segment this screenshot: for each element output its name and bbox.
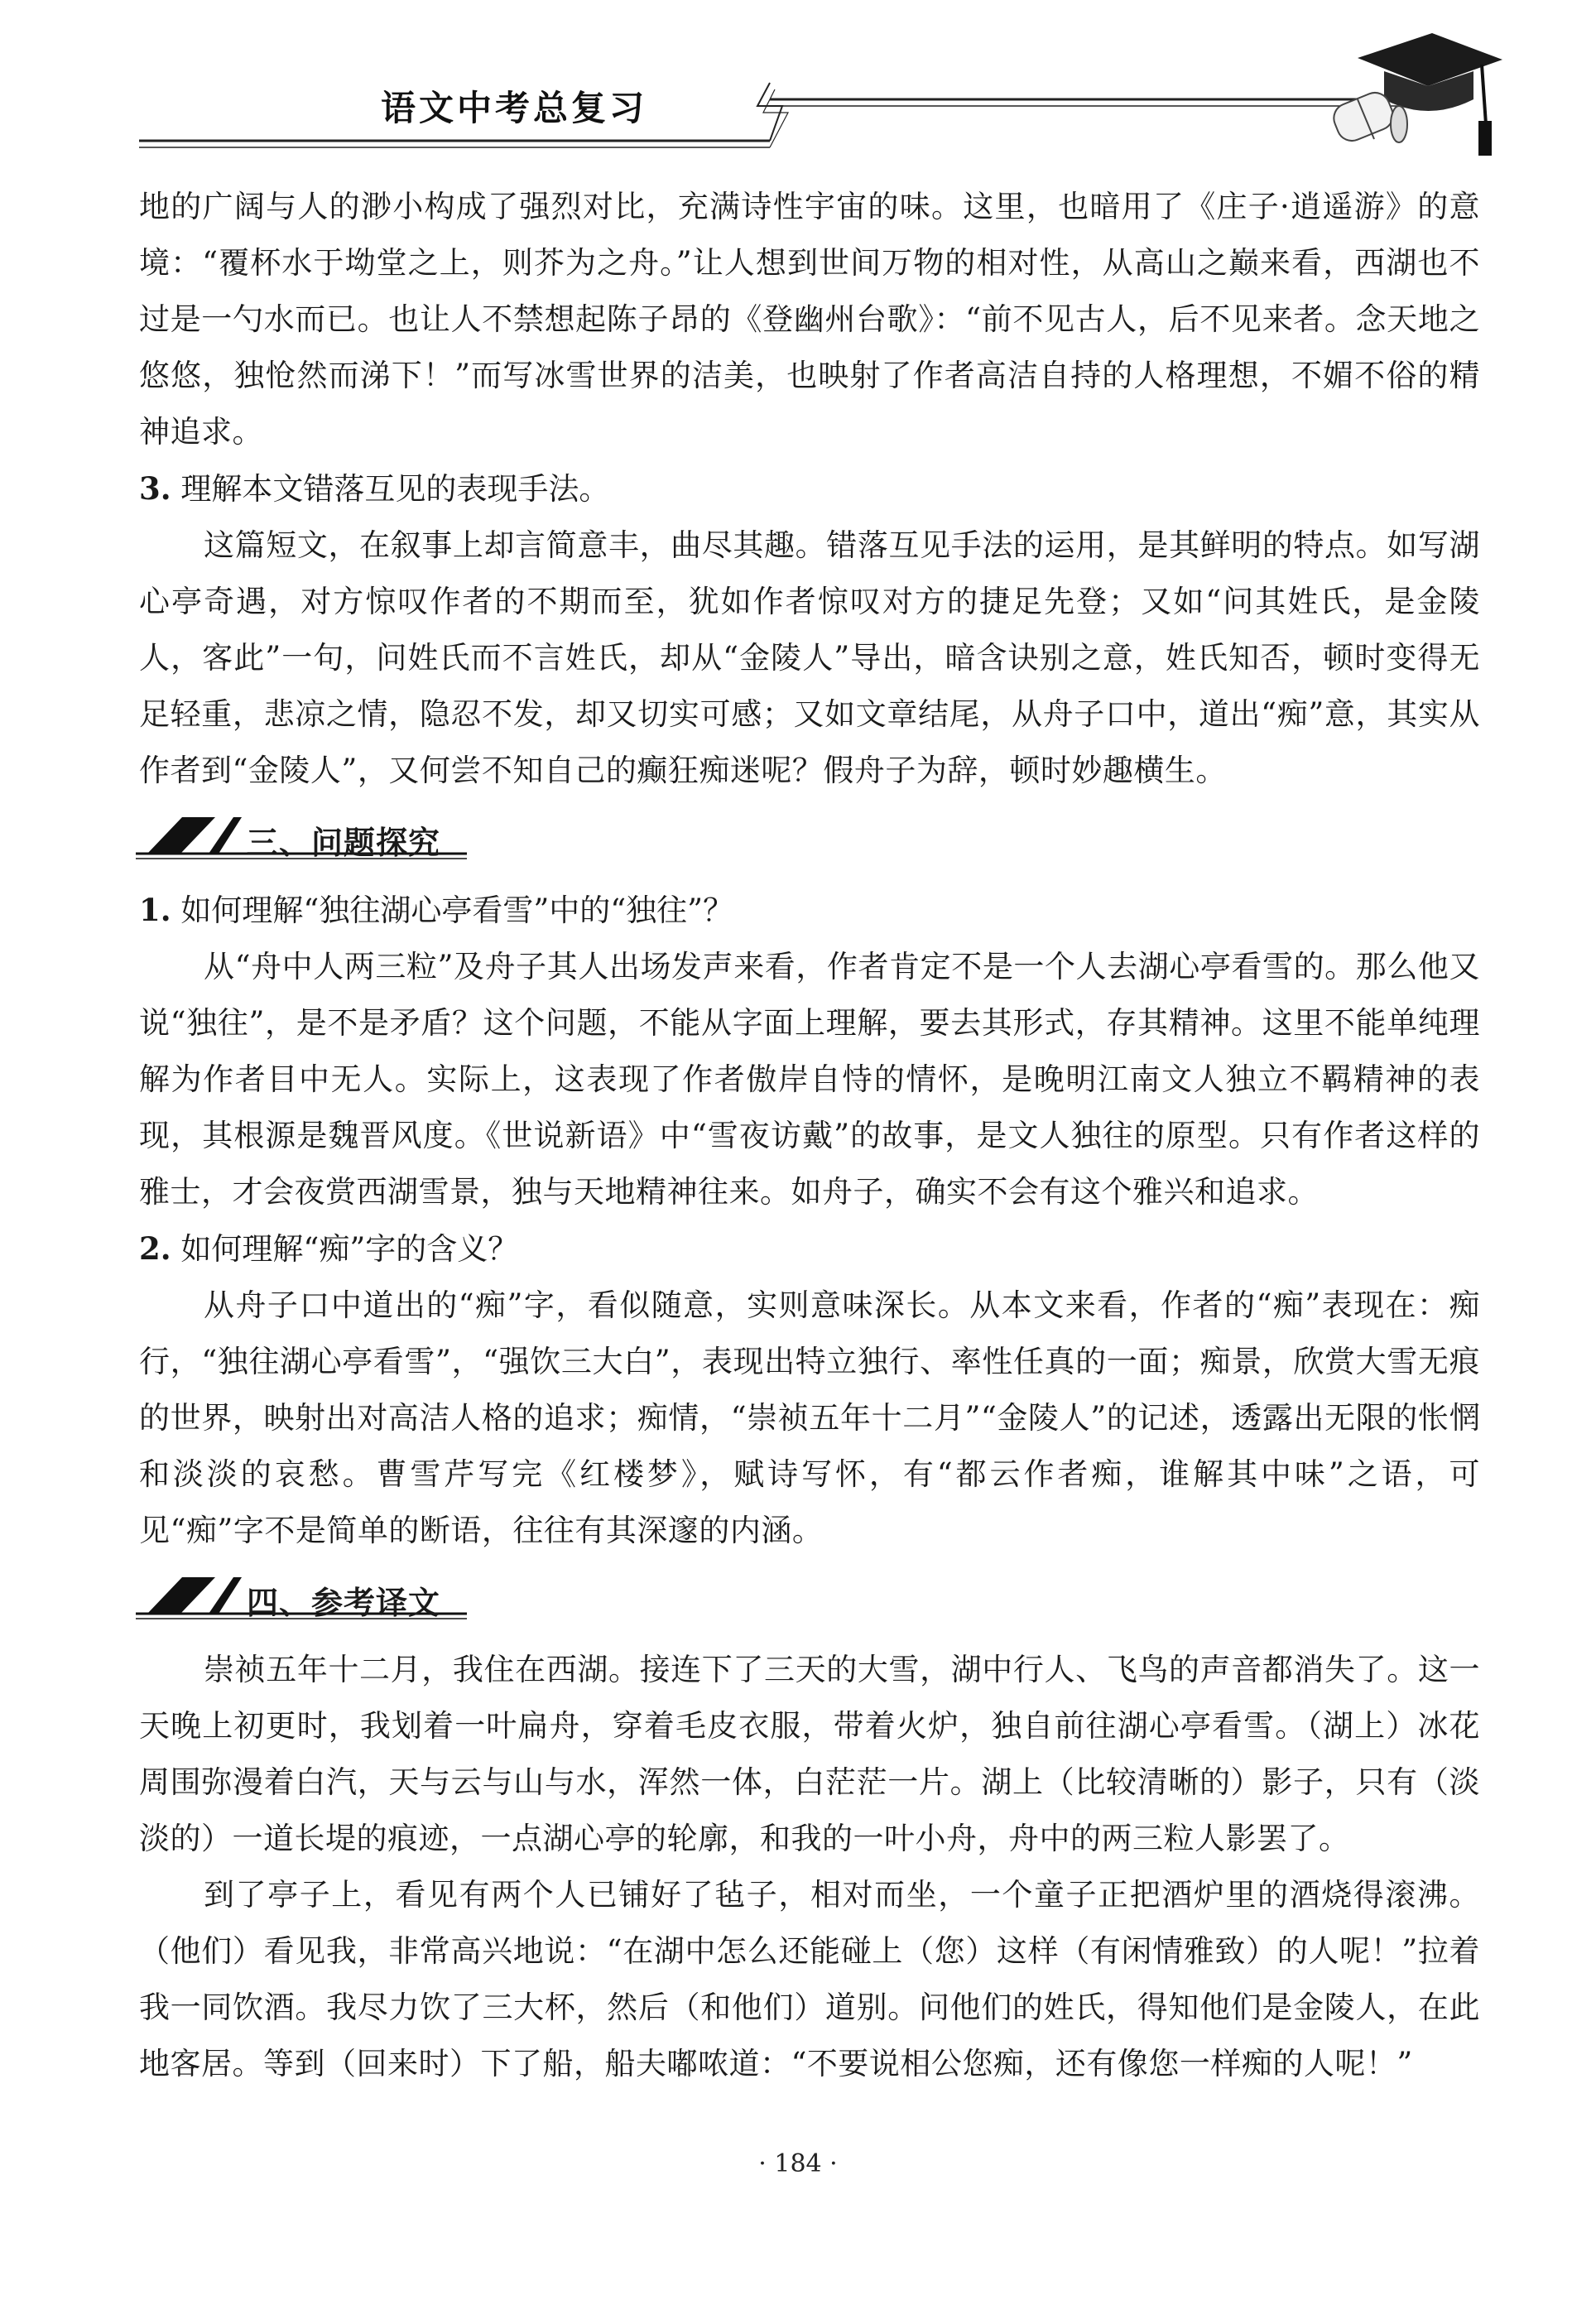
header-title: 语文中考总复习 bbox=[381, 88, 648, 128]
section-title: 三、问题探究 bbox=[247, 824, 441, 861]
paragraph: 崇祯五年十二月，我住在西湖。接连下了三天的大雪，湖中行人、飞鸟的声音都消失了。这一天晚上初更时，我划着一叶扁舟，穿着毛皮衣服，带着火炉，独自前往湖心亭看雪。（湖上）冰花周围弥漫着白汽，天与云与山与水，浑然一体，白茫茫一片。湖上（比较清晰的）影子，只有（淡淡的）一道长堤的痕迹，一点湖心亭的轮廓，和我的一叶小舟，舟中的两三粒人影罢了。 bbox=[139, 1652, 1480, 1856]
question-heading bbox=[139, 1220, 1480, 1278]
item-title: 理解本文错落互见的表现手法。 bbox=[180, 471, 610, 507]
question-title: 如何理解“独往湖心亭看雪”中的“独往”？ bbox=[180, 893, 734, 928]
graduation-cap-icon bbox=[1329, 33, 1502, 156]
paragraph: 这篇短文，在叙事上却言简意丰，曲尽其趣。错落互见手法的运用，是其鲜明的特点。如写湖心亭奇遇，对方惊叹作者的不期而至，犹如作者惊叹对方的捷足先登；又如“问其姓氏，是金陵人，客此”一句，问姓氏而不言姓氏，却从“金陵人”导出，暗含诀别之意，姓氏知否，顿时变得无足轻重，悲凉之情，隐忍不发，却又切实可感；又如文章结尾，从舟子口中，道出“痴”意，其实从作者到“金陵人”，又何尝不知自己的癫狂痴迷呢？假舟子为辞，顿时妙趣横生。 bbox=[139, 527, 1480, 788]
section-title: 四、参考译文 bbox=[247, 1584, 441, 1621]
paragraph: 从“舟中人两三粒”及舟子其人出场发声来看，作者肯定不是一个人去湖心亭看雪的。那么他又说“独往”，是不是矛盾？这个问题，不能从字面上理解，要去其形式，存其精神。这里不能单纯理解为作者目中无人。实际上，这表现了作者傲岸自恃的情怀，是晚明江南文人独立不羁精神的表现，其根源是魏晋风度。《世说新语》中“雪夜访戴”的故事，是文人独往的原型。只有作者这样的雅士，才会夜赏西湖雪景，独与天地精神往来。如舟子，确实不会有这个雅兴和追求。 bbox=[139, 949, 1480, 1210]
question-number: 2. bbox=[139, 1230, 171, 1267]
paragraph: 从舟子口中道出的“痴”字，看似随意，实则意味深长。从本文来看，作者的“痴”表现在：痴行，“独往湖心亭看雪”，“强饮三大白”，表现出特立独行、率性任真的一面；痴景，欣赏大雪无痕的世界，映射出对高洁人格的追求；痴情，“崇祯五年十二月”“金陵人”的记述，透露出无限的怅惘和淡淡的哀愁。曹雪芹写完《红楼梦》，赋诗写怀，有“都云作者痴，谁解其中味”之语，可见“痴”字不是简单的断语，往往有其深邃的内涵。 bbox=[139, 1287, 1480, 1548]
paragraph: 到了亭子上，看见有两个人已铺好了毡子，相对而坐，一个童子正把酒炉里的酒烧得滚沸。（他们）看见我，非常高兴地说：“在湖中怎么还能碰上（您）这样（有闲情雅致）的人呢！”拉着我一同饮酒。我尽力饮了三大杯，然后（和他们）道别。问他们的姓氏，得知他们是金陵人，在此地客居。等到（回来时）下了船，船夫嘟哝道：“不要说相公您痴，还有像您一样痴的人呢！” bbox=[139, 1877, 1480, 2081]
paragraph: 地的广阔与人的渺小构成了强烈对比，充满诗性宇宙的味。这里，也暗用了《庄子·逍遥游》的意境：“覆杯水于坳堂之上，则芥为之舟。”让人想到世间万物的相对性，从高山之巅来看，西湖也不过是一勺水而已。也让人不禁想起陈子昂的《登幽州台歌》：“前不见古人，后不见来者。念天地之悠悠，独怆然而涕下！”而写冰雪世界的洁美，也映射了作者高洁自持的人格理想，不媚不俗的精神追求。 bbox=[139, 189, 1480, 450]
item-heading bbox=[139, 460, 1480, 517]
section-heading bbox=[139, 811, 1480, 869]
question-title: 如何理解“痴”字的含义？ bbox=[180, 1231, 519, 1267]
main-content bbox=[139, 179, 1480, 2092]
question-heading bbox=[139, 882, 1480, 939]
header-decoration bbox=[0, 0, 1596, 166]
section-heading bbox=[139, 1571, 1480, 1629]
question-number: 1. bbox=[139, 892, 171, 928]
item-number: 3. bbox=[139, 470, 171, 507]
page-number: · 184 · bbox=[758, 2149, 838, 2178]
